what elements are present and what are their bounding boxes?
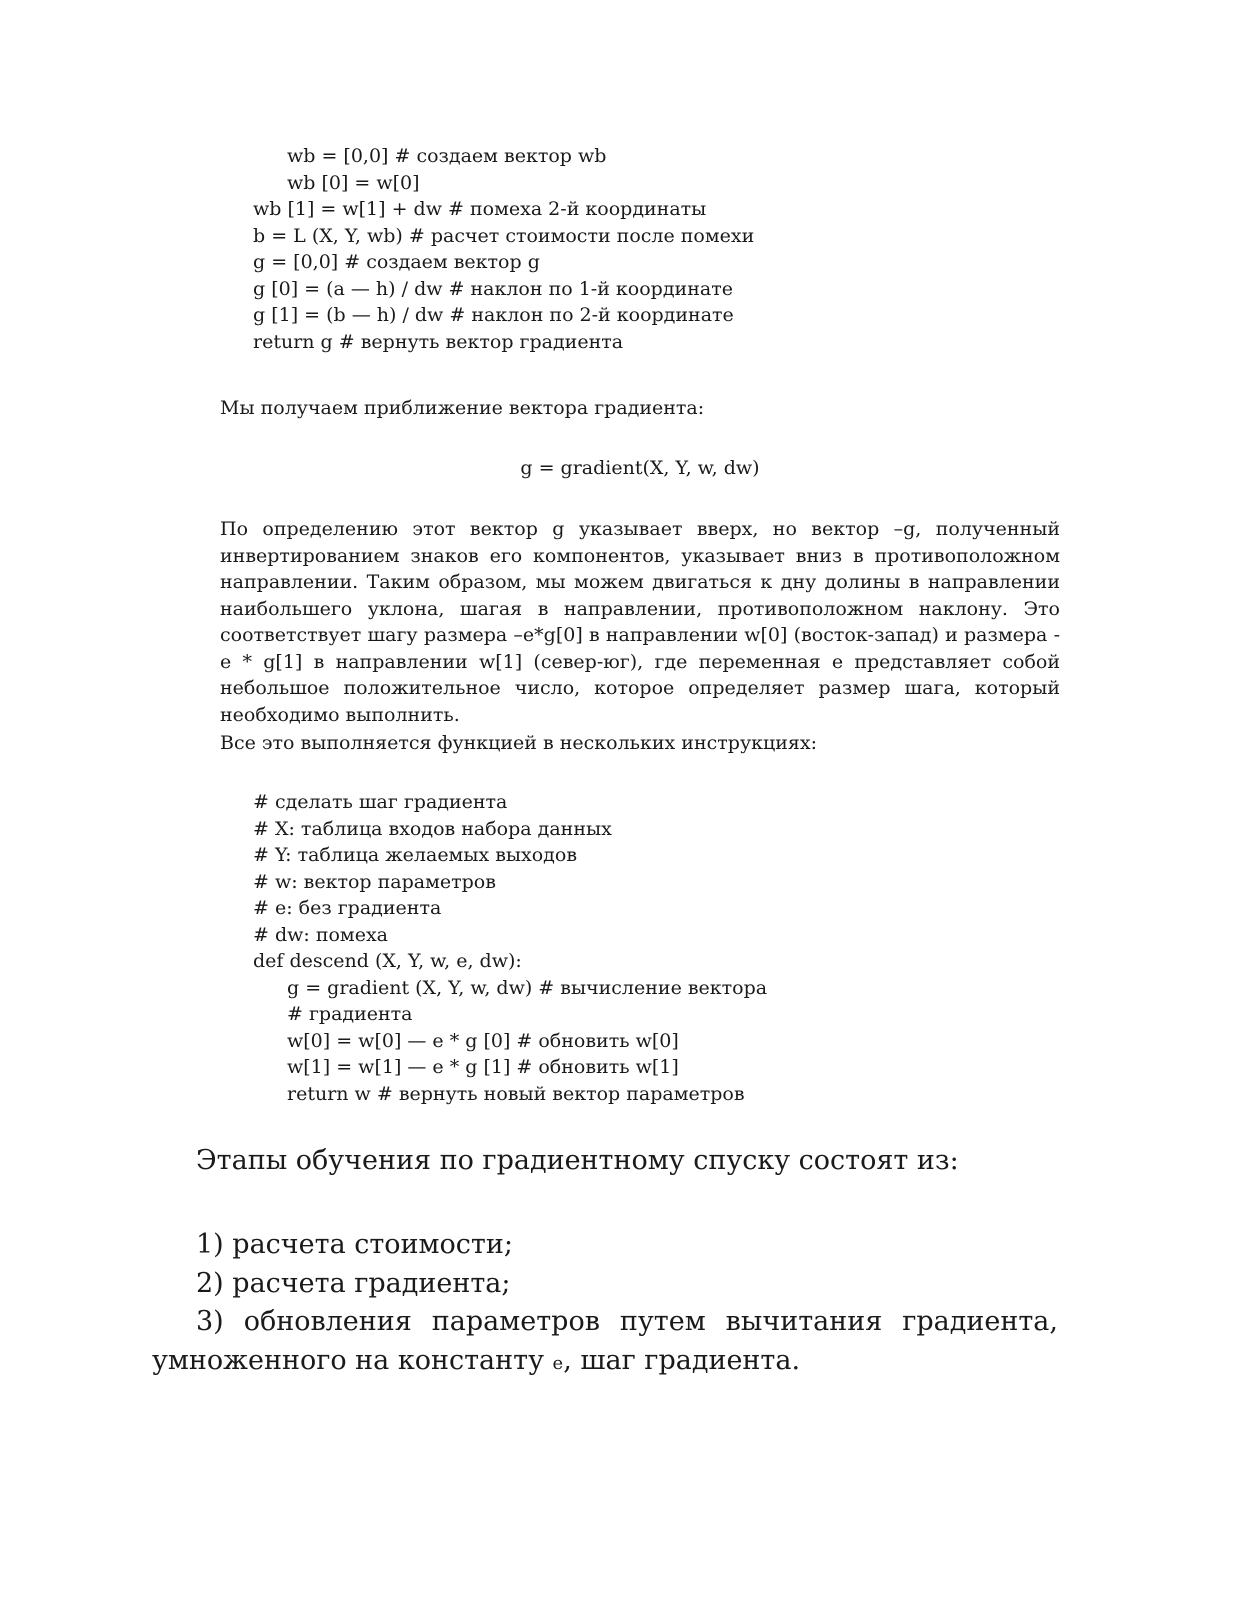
code-line: # X: таблица входов набора данных xyxy=(253,817,612,840)
code-line: g [0] = (a — h) / dw # наклон по 1-й координате xyxy=(253,277,733,300)
code-line: wb [1] = w[1] + dw # помеха 2-й координаты xyxy=(253,198,707,220)
code-line: return w # вернуть новый вектор параметров xyxy=(287,1082,745,1105)
steps-heading: Этапы обучения по градиентному спуску состоят из: xyxy=(196,1145,959,1176)
code-block-descend xyxy=(0,789,1237,1107)
list-item-text: , шаг градиента. xyxy=(563,1344,801,1376)
code-line: w[0] = w[0] — e * g [0] # обновить w[0] xyxy=(287,1029,679,1052)
code-line: b = L (X, Y, wb) # расчет стоимости после помехи xyxy=(253,224,755,247)
code-line: g = gradient (X, Y, w, dw) # вычисление вектора xyxy=(287,976,768,999)
list-item-text: 3) обновления параметров путем вычитания градиента, умноженного на константу xyxy=(152,1306,1058,1376)
list-item: 1) расчета стоимости; xyxy=(196,1229,513,1260)
list-item xyxy=(152,1303,1058,1383)
code-line: w[1] = w[1] — e * g [1] # обновить w[1] xyxy=(287,1056,679,1078)
body-paragraph xyxy=(220,516,1060,728)
code-line: # Y: таблица желаемых выходов xyxy=(253,844,578,866)
code-block-gradient xyxy=(0,143,1237,355)
code-line: # dw: помеха xyxy=(253,923,388,946)
code-line: # градиента xyxy=(287,1003,413,1025)
code-line: wb [0] = w[0] xyxy=(287,171,420,194)
intro-text: Мы получаем приближение вектора градиента: xyxy=(220,397,705,419)
followup-text: Все это выполняется функцией в нескольких инструкциях: xyxy=(220,732,817,754)
code-line: wb = [0,0] # создаем вектор wb xyxy=(287,145,607,167)
code-line: return g # вернуть вектор градиента xyxy=(253,330,624,353)
list-item: 2) расчета градиента; xyxy=(196,1267,511,1299)
code-line: g = [0,0] # создаем вектор g xyxy=(253,251,540,273)
code-line: # e: без градиента xyxy=(253,897,442,919)
code-line: # w: вектор параметров xyxy=(253,870,496,893)
code-line: g [1] = (b — h) / dw # наклон по 2-й координате xyxy=(253,304,734,326)
gradient-formula: g = gradient(X, Y, w, dw) xyxy=(520,457,760,479)
steps-list xyxy=(152,1226,1058,1383)
paragraph-text: По определению этот вектор g указывает вверх, но вектор –g, полученный инвертированием знаков его компонентов, указывает вниз в противоположном направлении. Таким образом, мы можем двигаться к дну долины в направлении наибольшего уклона, шагая в направлении, противоположном наклону. Это соответствует шагу размера –e*g[0] в направлении w[0] (восток-запад) и размера -e * g[1] в направлении w[1] (север-юг), где переменная e представляет собой небольшое положительное число, которое определяет размер шага, который необходимо выполнить. xyxy=(220,518,1060,726)
code-line: # сделать шаг градиента xyxy=(253,791,508,813)
code-line: def descend (X, Y, w, e, dw): xyxy=(253,950,522,972)
constant-e: e xyxy=(552,1352,564,1374)
